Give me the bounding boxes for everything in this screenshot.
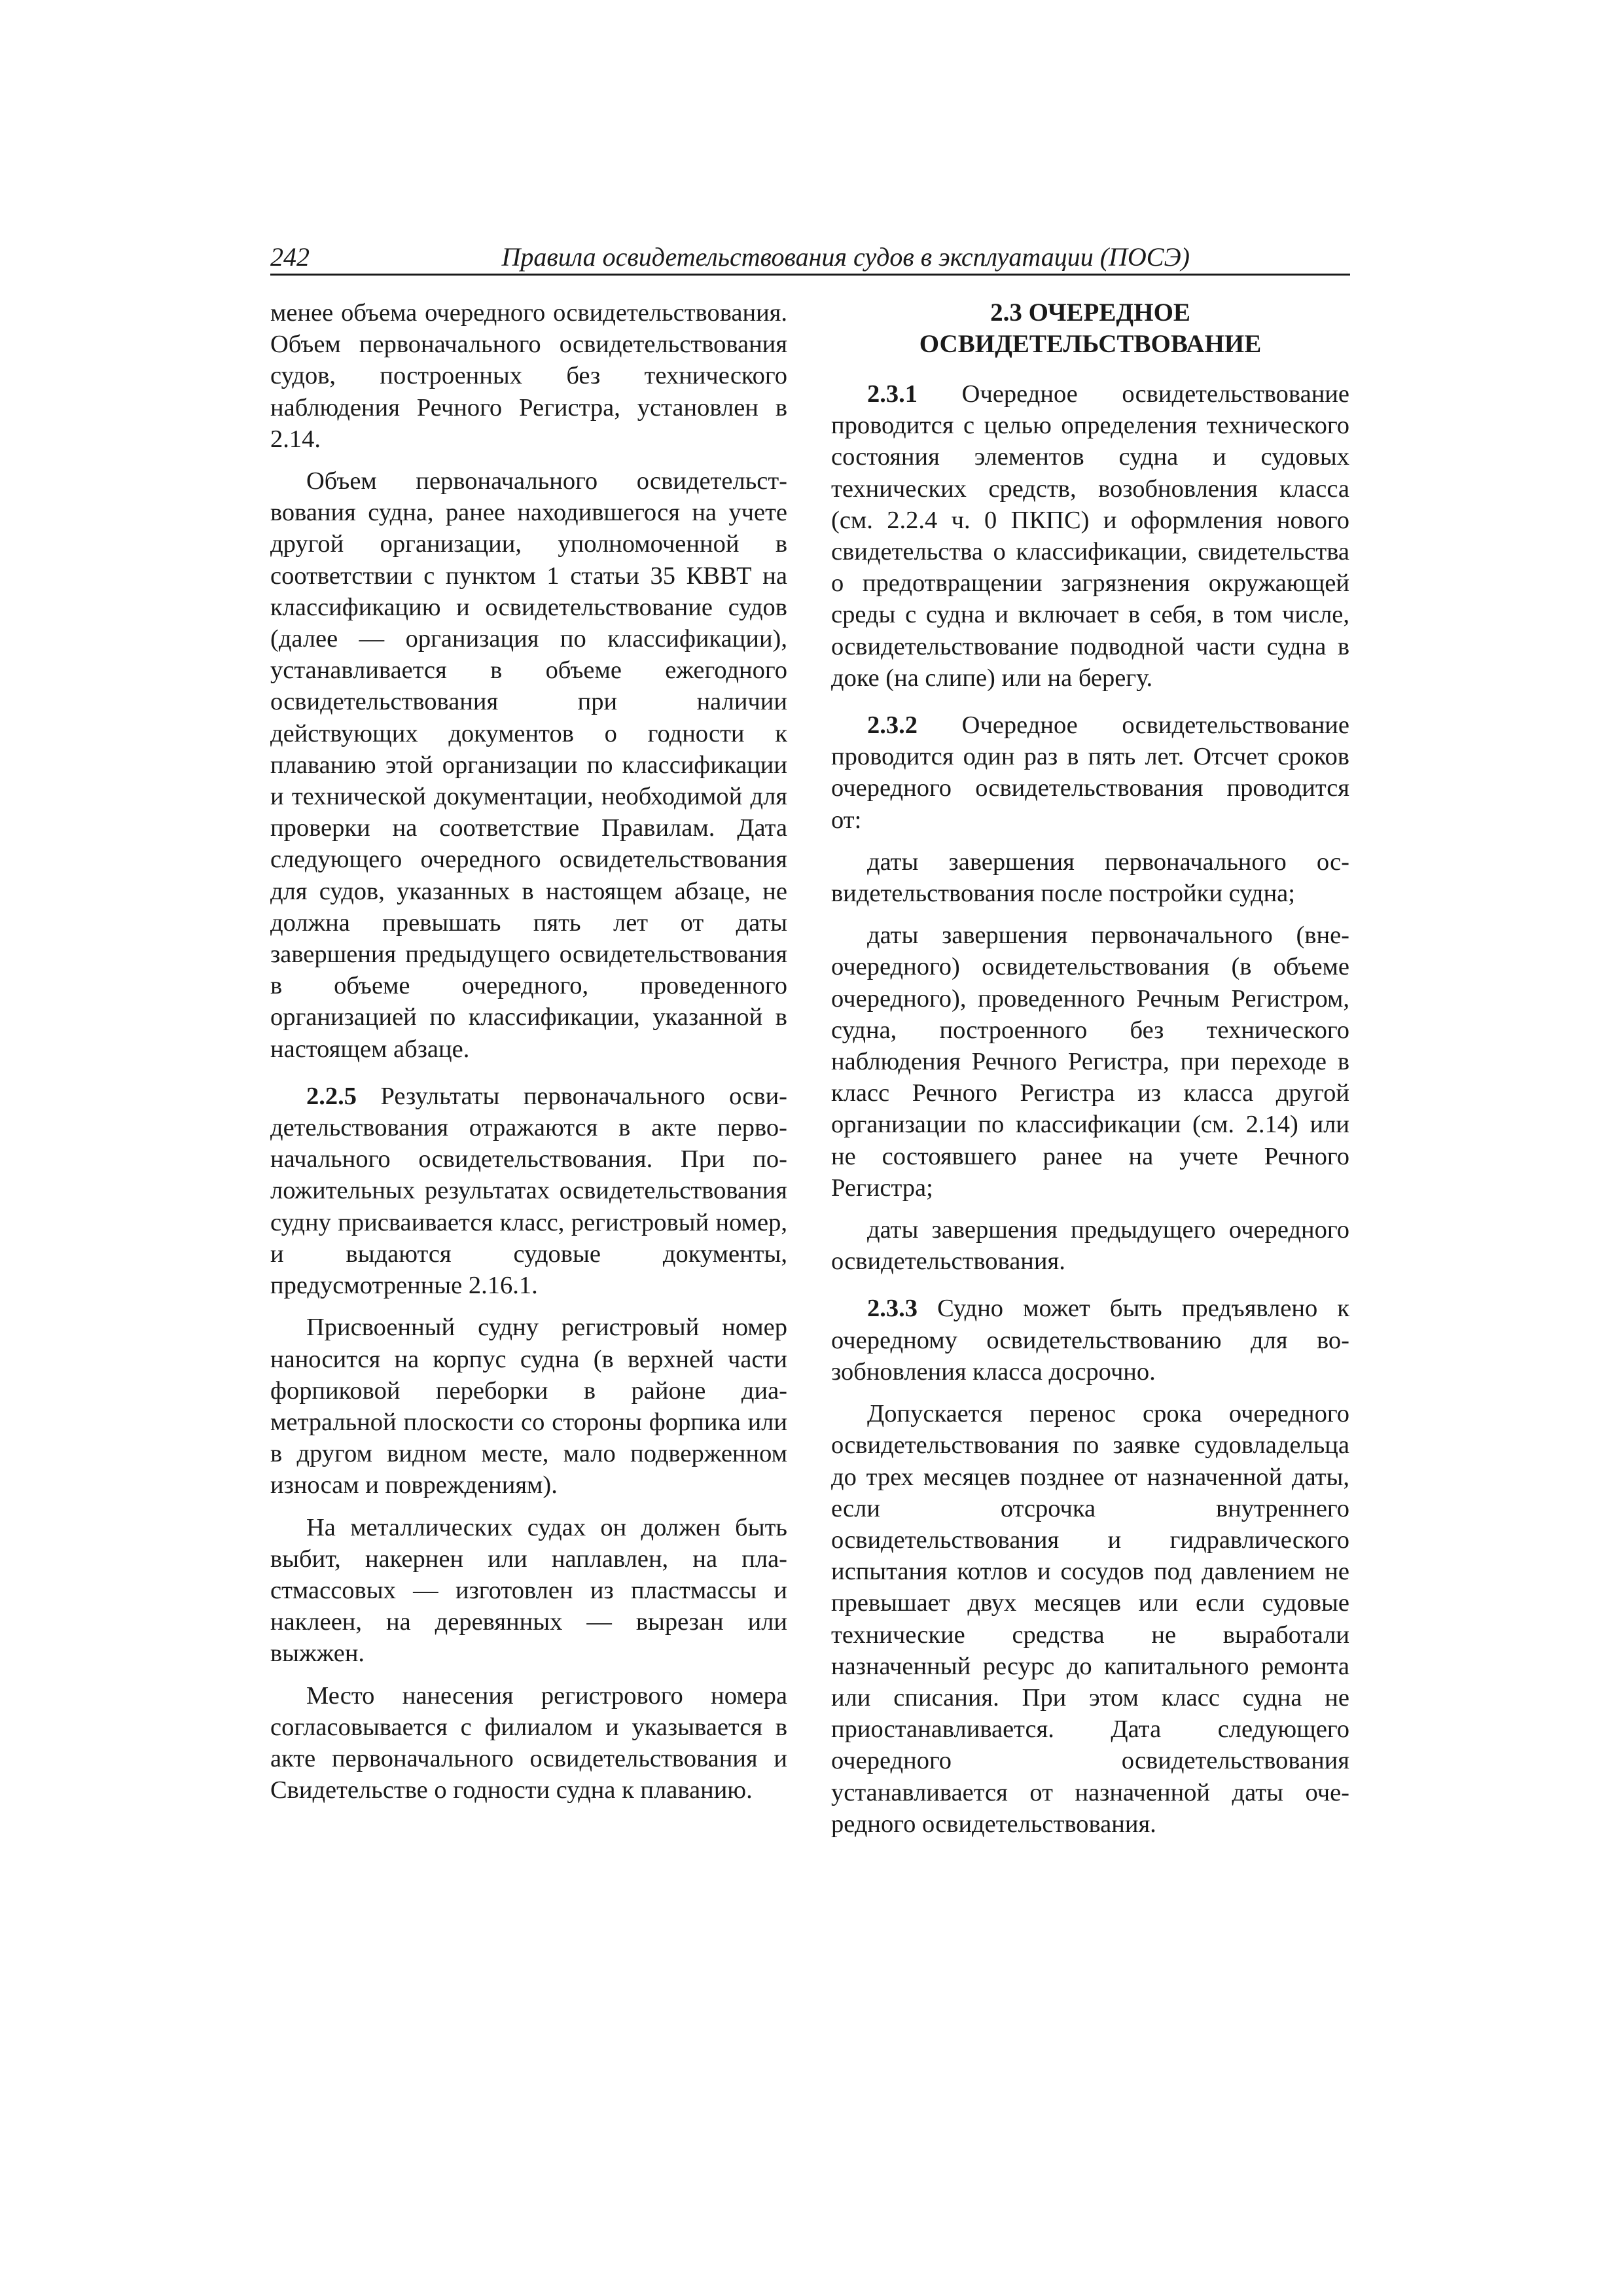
page-header: [270, 241, 1350, 276]
paragraph-2-2-5: [270, 1081, 787, 1301]
running-title: Правила освидетельствования судов в эксплуатации (ПОСЭ): [501, 242, 1190, 272]
right-column: [831, 297, 1349, 1850]
clause-number: 2.3.2: [867, 711, 918, 740]
left-column: [270, 297, 787, 1816]
paragraph-text: Результаты первоначального освидетельствования отражаются в акте первоначального освидетельствования. При положительных результатах освидетельствования судну присваивается класс, регистровый номер, и выдаются судовые документы, предусмотренные 2.16.1.: [270, 1082, 787, 1300]
list-paragraph: даты завершения первоначального освидетельствования после постройки судна;: [831, 848, 1349, 908]
clause-number: 2.3.1: [867, 380, 918, 408]
section-heading-line: 2.3 ОЧЕРЕДНОЕ: [990, 298, 1190, 327]
section-heading-line: ОСВИДЕТЕЛЬСТВОВАНИЕ: [919, 330, 1262, 358]
paragraph: На металлических судах он должен быть выбит, накернен или наплавлен, на пластмассовых — изготовлен из пластмассы и наклеен, на деревянных — вырезан или выжжен.: [270, 1513, 787, 1668]
clause-number: 2.3.3: [867, 1295, 918, 1323]
paragraph: менее объема очередного освидетельствования. Объем первоначального освидетельствования судов, построенных без технического наблюдения Речного Регистра, установлен в 2.14.: [270, 299, 787, 453]
paragraph: Допускается перенос срока очередного освидетельствования по заявке судовладельца до трех месяцев позднее от назначенной даты, если отсрочка внутреннего освидетельствования и гидравлического испытания котлов и сосудов под давлением не превышает двух месяцев или если судовые технические средства не выработали назначенный ресурс до капитального ремонта или списания. При этом класс судна не приостанавливается. Дата следующего очередного освидетельствования устанавливается от назначенной даты очередного освидетельствования.: [831, 1400, 1349, 1838]
list-paragraph: даты завершения первоначального (внеочередного) освидетельствования (в объеме очередного), проведенного Речным Регистром, судна, построенного без технического наблюдения Речного Регистра, при переходе в класс Речного Регистра из класса другой организации по классификации (см. 2.14) или не состоявшего ранее на учете Речного Регистра;: [831, 922, 1349, 1202]
paragraph: Место нанесения регистрового номера согласовывается с филиалом и указывается в акте первоначального освидетельствования и Свидетельстве о годности судна к плаванию.: [270, 1681, 787, 1804]
paragraph-2-3-3: [831, 1293, 1349, 1388]
paragraph: Присвоенный судну регистровый номер наносится на корпус судна (в верхней части форпиковой переборки в районе диаметральной плоскости со стороны форпика или в другом видном месте, мало подверженном износам и повреждениям).: [270, 1314, 787, 1499]
page-number: 242: [270, 242, 310, 272]
paragraph-text: Судно может быть предъявлено к очередному освидетельствованию для возобновления класса досрочно.: [831, 1295, 1349, 1386]
paragraph-2-3-2: [831, 709, 1349, 836]
paragraph-text: Очередное освидетельствование проводится с целью определения технического состояния элементов судна и судовых технических средств, возобновления класса (см. 2.2.4 ч. 0 ПКПС) и оформления нового свидетельства о классификации, свидетельства о предотвращении загрязнения окружающей среды с судна и включает в себя, в том числе, освидетельствование подводной части судна в доке (на слипе) или на берегу.: [831, 380, 1349, 692]
paragraph-2-3-1: [831, 378, 1349, 694]
clause-number: 2.2.5: [306, 1082, 357, 1110]
paragraph-text: Очередное освидетельствование проводится один раз в пять лет. Отсчет сроков очередного освидетельствования проводится от:: [831, 711, 1349, 834]
list-paragraph: даты завершения предыдущего очередного освидетельствования.: [831, 1216, 1349, 1276]
section-heading: [831, 297, 1349, 360]
paragraph: Объем первоначального освидетельствования судна, ранее находившегося на учете другой организации, уполномоченной в соответствии с пунктом 1 статьи 35 КВВТ на классификацию и освидетельствование судов (далее — организация по классификации), устанавливается в объеме ежегодного освидетельствования при наличии действующих документов о годности к плаванию этой организации по классификации и технической документации, необходимой для проверки на соответствие Правилам. Дата следующего очередного освидетельствования для судов, указанных в настоящем абзаце, не должна превышать пять лет от даты завершения предыдущего освидетельствования в объеме очередного, проведенного организацией по классификации, указанной в настоящем абзаце.: [270, 467, 787, 1063]
